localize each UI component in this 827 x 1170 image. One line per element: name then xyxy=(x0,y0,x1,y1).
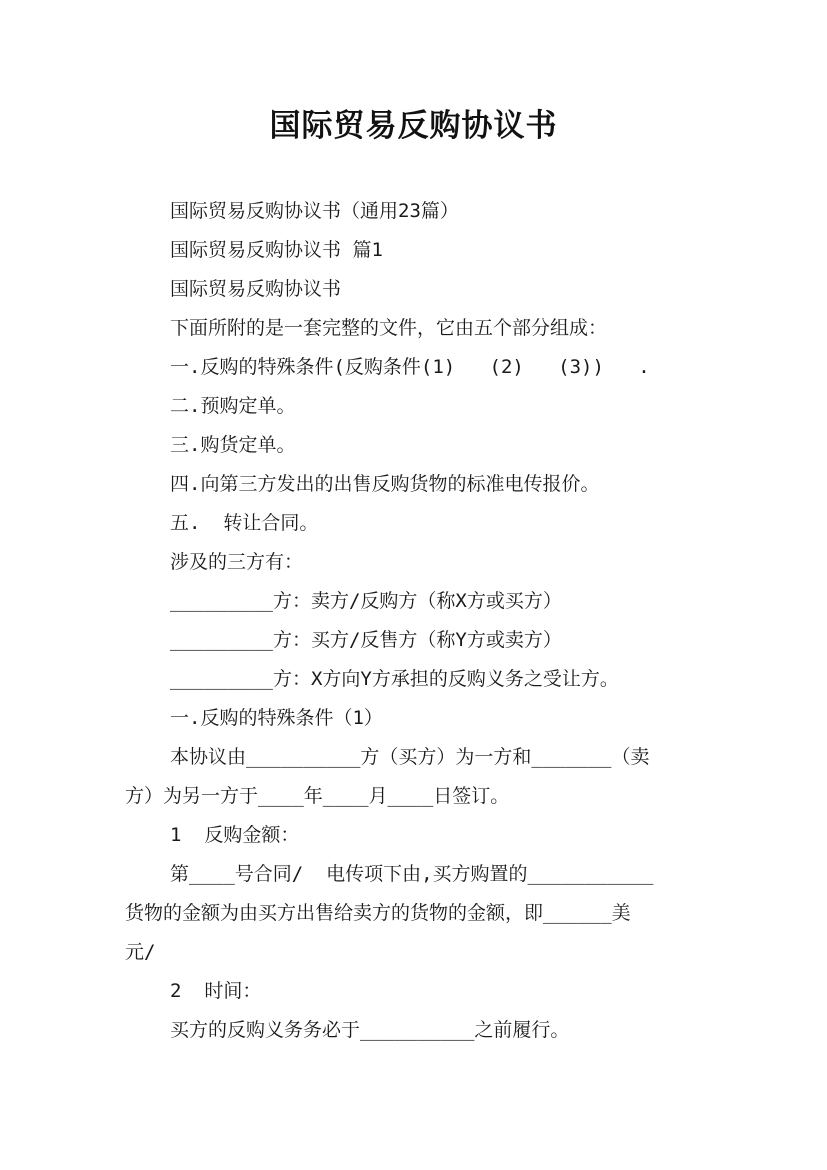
clause-heading: 2 时间： xyxy=(170,980,262,1002)
paragraph-line: 第____号合同/ 电传项下由,买方购置的___________ xyxy=(170,863,654,885)
clause-heading: 1 反购金额： xyxy=(170,824,300,846)
list-item: 五. 转让合同。 xyxy=(170,512,319,534)
paragraph-line: 货物的金额为由买方出售给卖方的货物的金额，即______美 xyxy=(125,902,631,924)
document-title: 国际贸易反购协议书 xyxy=(269,108,558,144)
list-item: 一.反购的特殊条件(反购条件(1) (2) (3)) . xyxy=(170,356,650,378)
paragraph-line: 国际贸易反购协议书 xyxy=(170,278,342,300)
party-line: _________方：X方向Y方承担的反购义务之受让方。 xyxy=(170,668,619,690)
section-heading: 一.反购的特殊条件（1） xyxy=(170,707,383,729)
section-heading: 国际贸易反购协议书 篇1 xyxy=(170,239,383,261)
paragraph-line: 下面所附的是一套完整的文件，它由五个部分组成： xyxy=(170,317,608,339)
paragraph-line: 涉及的三方有： xyxy=(170,551,304,573)
list-item: 三.购货定单。 xyxy=(170,434,296,456)
paragraph-line: 本协议由__________方（买方）为一方和_______（卖 xyxy=(170,746,650,768)
paragraph-line: 方）为另一方于____年____月____日签订。 xyxy=(125,785,510,807)
list-item: 二.预购定单。 xyxy=(170,395,296,417)
party-line: _________方：买方/反售方（称Y方或卖方） xyxy=(170,629,562,651)
party-line: _________方：卖方/反购方（称X方或买方） xyxy=(170,590,562,612)
paragraph-line: 元/ xyxy=(125,941,156,963)
paragraph-line: 买方的反购义务务必于__________之前履行。 xyxy=(170,1019,570,1041)
list-item: 四.向第三方发出的出售反购货物的标准电传报价。 xyxy=(170,473,600,495)
subtitle-line: 国际贸易反购协议书（通用23篇） xyxy=(170,200,459,222)
